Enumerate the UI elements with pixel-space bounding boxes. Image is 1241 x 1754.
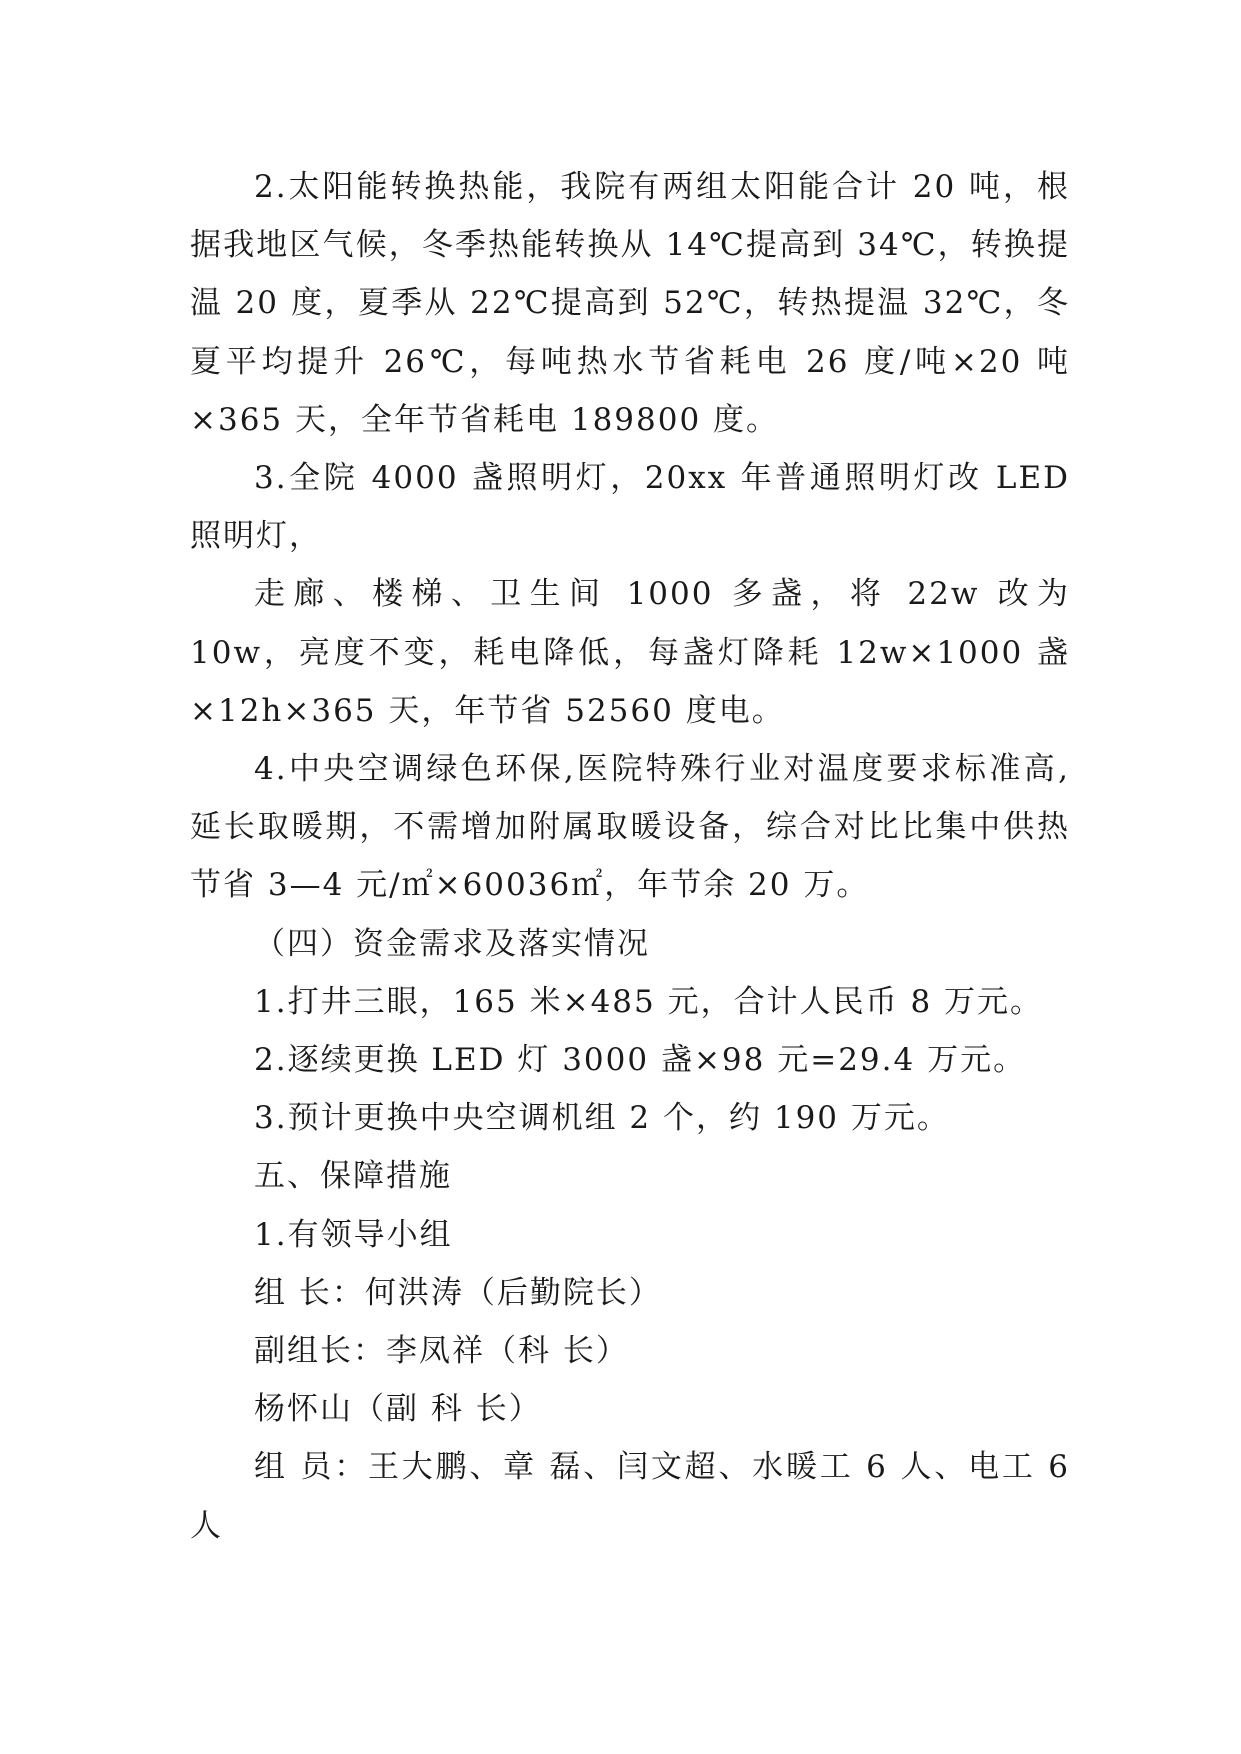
team-members-line: 组 员：王大鹏、章 磊、闫文超、水暖工 6 人、电工 6 人 (190, 1449, 1070, 1544)
section-heading-funding: （四）资金需求及落实情况 (254, 925, 650, 962)
paragraph-lighting: 3.全院 4000 盏照明灯，20xx 年普通照明灯改 LED 照明灯， (190, 460, 1070, 555)
funding-item-wells: 1.打井三眼，165 米×485 元，合计人民币 8 万元。 (254, 983, 1044, 1020)
deputy-leader-line-2: 杨怀山（副 科 长） (254, 1391, 542, 1428)
safeguard-item-leadership: 1.有领导小组 (254, 1216, 453, 1253)
document-body (190, 158, 1070, 1555)
paragraph-central-ac: 4.中央空调绿色环保,医院特殊行业对温度要求标准高,延长取暖期，不需增加附属取暖设备，综合对比比集中供热节省 3—4 元/㎡×60036㎡，年节余 20 万。 (190, 751, 1070, 904)
deputy-leader-line: 副组长：李凤祥（科 长） (254, 1333, 629, 1370)
team-leader-line: 组 长：何洪涛（后勤院长） (254, 1274, 662, 1311)
section-heading-safeguards: 五、保障措施 (254, 1158, 452, 1195)
paragraph-corridor-lights: 走廊、楼梯、卫生间 1000 多盏，将 22w 改为 10w，亮度不变，耗电降低，每盏灯降耗 12w×1000 盏×12h×365 天，年节省 52560 度电。 (190, 576, 1070, 729)
funding-item-ac-units: 3.预计更换中央空调机组 2 个，约 190 万元。 (254, 1100, 950, 1137)
paragraph-solar-energy: 2.太阳能转换热能，我院有两组太阳能合计 20 吨，根据我地区气候，冬季热能转换从 14℃提高到 34℃，转换提温 20 度，夏季从 22℃提高到 52℃，转热提温 32℃，冬夏平均提升 26℃，每吨热水节省耗电 26 度/吨×20 吨×365 天，全年节省耗电 189800 度。 (190, 169, 1070, 438)
funding-item-led: 2.逐续更换 LED 灯 3000 盏×98 元=29.4 万元。 (254, 1042, 1027, 1079)
